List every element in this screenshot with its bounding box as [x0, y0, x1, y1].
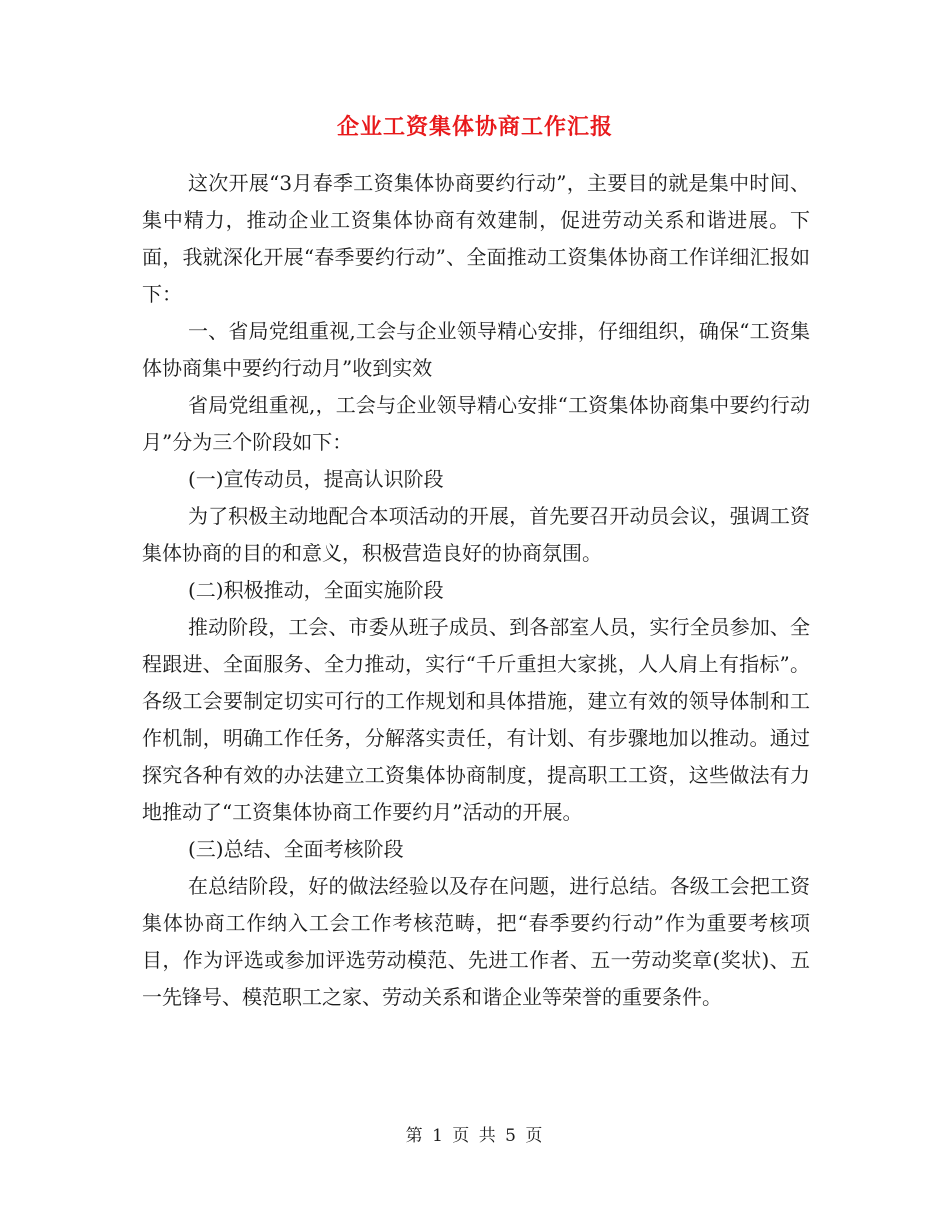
page-number: 第 1 页 共 5 页 [405, 1126, 545, 1146]
subheading-stage-3: (三)总结、全面考核阶段 [188, 837, 404, 861]
paragraph-stage-1: 为了积极主动地配合本项活动的开展，首先要召开动员会议，强调工资集体协商的目的和意义，积极营造良好的协商氛围。 [142, 504, 810, 565]
paragraph-stage-3: 在总结阶段，好的做法经验以及存在问题，进行总结。各级工会把工资集体协商工作纳入工会工作考核范畴，把“春季要约行动”作为重要考核项目，作为评选或参加评选劳动模范、先进工作者、五一劳动奖章(奖状)、五一先锋号、模范职工之家、劳动关系和谐企业等荣誉的重要条件。 [142, 874, 810, 1009]
document-body [142, 165, 810, 1016]
paragraph-stage-2: 推动阶段，工会、市委从班子成员、到各部室人员，实行全员参加、全程跟进、全面服务、全力推动，实行“千斤重担大家挑，人人肩上有指标”。各级工会要制定切实可行的工作规划和具体措施，建立有效的领导体制和工作机制，明确工作任务，分解落实责任，有计划、有步骤地加以推动。通过探究各种有效的办法建立工资集体协商制度，提高职工工资，这些做法有力地推动了“工资集体协商工作要约月”活动的开展。 [142, 615, 810, 824]
subheading-stage-1: (一)宣传动员，提高认识阶段 [188, 467, 444, 491]
section-heading-1: 一、省局党组重视,工会与企业领导精心安排，仔细组织，确保“工资集体协商集中要约行动月”收到实效 [142, 319, 810, 380]
paragraph-stages: 省局党组重视,，工会与企业领导精心安排“工资集体协商集中要约行动月”分为三个阶段如下： [142, 393, 810, 454]
subheading-stage-2: (二)积极推动，全面实施阶段 [188, 578, 444, 602]
document-title: 企业工资集体协商工作汇报 [336, 114, 613, 140]
paragraph-intro: 这次开展“3月春季工资集体协商要约行动”，主要目的就是集中时间、集中精力，推动企业工资集体协商有效建制，促进劳动关系和谐进展。下面，我就深化开展“春季要约行动”、全面推动工资集体协商工作详细汇报如下： [142, 171, 810, 306]
